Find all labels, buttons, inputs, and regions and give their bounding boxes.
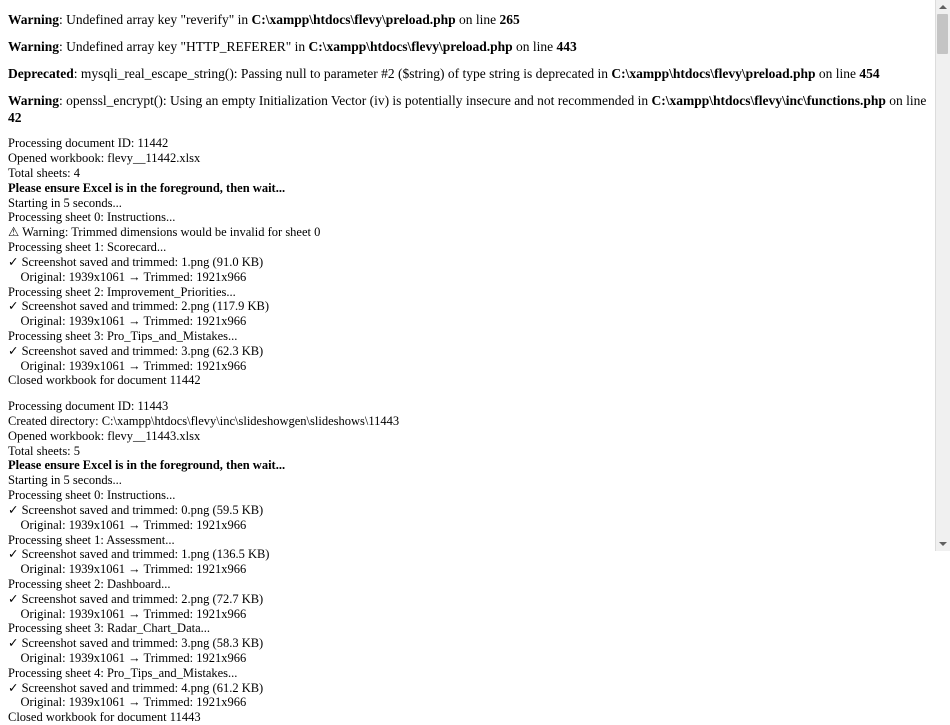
log-line: Processing sheet 0: Instructions... — [8, 488, 176, 503]
php-notice-path: C:\xampp\htdocs\flevy\preload.php — [251, 12, 456, 27]
php-notice-line-number: 42 — [8, 109, 22, 125]
log-line: ✓ Screenshot saved and trimmed: 2.png (117.9 KB) — [8, 299, 270, 314]
php-notice-on-line-label: on line — [885, 92, 927, 108]
php-notice — [8, 93, 928, 127]
processing-log — [8, 136, 928, 725]
php-notice-on-line-label: on line — [512, 38, 557, 54]
log-line: Original: 1939x1061 → Trimmed: 1921x966 — [8, 358, 247, 373]
log-line: ✓ Screenshot saved and trimmed: 1.png (136.5 KB) — [8, 547, 270, 562]
log-line: Total sheets: 5 — [8, 443, 81, 458]
log-line: Processing sheet 1: Assessment... — [8, 532, 175, 547]
log-line: Processing sheet 4: Pro_Tips_and_Mistakes... — [8, 665, 238, 680]
log-line: Starting in 5 seconds... — [8, 195, 122, 210]
php-notice — [8, 39, 928, 56]
log-line: Processing sheet 2: Dashboard... — [8, 576, 171, 591]
php-notice-message: : Undefined array key "reverify" in — [59, 12, 252, 27]
log-line: Original: 1939x1061 → Trimmed: 1921x966 — [8, 269, 247, 284]
php-notice-message: : mysqli_real_escape_string(): Passing null to parameter #2 ($string) of type string is deprecated in — [73, 65, 612, 81]
log-line: ✓ Screenshot saved and trimmed: 0.png (59.5 KB) — [8, 502, 264, 517]
php-notice-level: Warning — [8, 92, 60, 108]
php-notice-line-number: 265 — [499, 12, 520, 27]
log-line: ✓ Screenshot saved and trimmed: 2.png (72.7 KB) — [8, 591, 264, 606]
php-notice-on-line-label: on line — [815, 65, 860, 81]
vertical-scrollbar[interactable] — [935, 0, 950, 551]
log-line: Original: 1939x1061 → Trimmed: 1921x966 — [8, 314, 247, 329]
log-line: Original: 1939x1061 → Trimmed: 1921x966 — [8, 695, 247, 710]
log-line: ⚠ Warning: Trimmed dimensions would be invalid for sheet 0 — [8, 225, 321, 240]
scrollbar-thumb[interactable] — [937, 14, 948, 54]
php-notice-line-number: 454 — [859, 65, 880, 81]
log-line: Processing sheet 0: Instructions... — [8, 210, 176, 225]
log-line: Opened workbook: flevy__11443.xlsx — [8, 428, 201, 443]
log-line: ✓ Screenshot saved and trimmed: 1.png (91.0 KB) — [8, 254, 264, 269]
log-line: Processing sheet 3: Radar_Chart_Data... — [8, 621, 211, 636]
log-line: Please ensure Excel is in the foreground, then wait... — [8, 180, 286, 195]
log-line: Original: 1939x1061 → Trimmed: 1921x966 — [8, 651, 247, 665]
php-notice-message: : openssl_encrypt(): Using an empty Initialization Vector (iv) is potentially insecure and not recommended in — [59, 92, 652, 108]
log-blank-line — [8, 388, 928, 399]
php-notice-line-number: 443 — [556, 38, 577, 54]
log-line: Processing document ID: 11442 — [8, 136, 169, 151]
log-line: Total sheets: 4 — [8, 166, 81, 180]
php-notice — [8, 66, 928, 83]
log-line: Starting in 5 seconds... — [8, 473, 122, 488]
log-line: Original: 1939x1061 → Trimmed: 1921x966 — [8, 562, 247, 577]
log-line: Processing sheet 2: Improvement_Priorities... — [8, 284, 236, 299]
php-notice-level: Warning — [8, 12, 60, 27]
scroll-up-arrow-icon[interactable] — [936, 0, 950, 14]
php-notice-list — [8, 12, 928, 126]
log-line: Original: 1939x1061 → Trimmed: 1921x966 — [8, 606, 247, 621]
log-line: Original: 1939x1061 → Trimmed: 1921x966 — [8, 517, 247, 532]
log-line: Closed workbook for document 11442 — [8, 373, 201, 388]
log-line: Processing document ID: 11443 — [8, 399, 169, 414]
php-notice-path: C:\xampp\htdocs\flevy\preload.php — [611, 65, 816, 81]
log-line: Opened workbook: flevy__11442.xlsx — [8, 151, 201, 166]
php-notice-message: : Undefined array key "HTTP_REFERER" in — [59, 38, 309, 54]
log-line: ✓ Screenshot saved and trimmed: 3.png (62.3 KB) — [8, 343, 264, 358]
log-line: ✓ Screenshot saved and trimmed: 4.png (61.2 KB) — [8, 680, 264, 695]
php-notice-level: Warning — [8, 38, 60, 54]
log-line: ✓ Screenshot saved and trimmed: 3.png (58.3 KB) — [8, 636, 264, 651]
log-line: Please ensure Excel is in the foreground, then wait... — [8, 458, 286, 473]
log-line: Closed workbook for document 11443 — [8, 710, 201, 725]
php-notice-on-line-label: on line — [455, 12, 500, 27]
php-notice-path: C:\xampp\htdocs\flevy\inc\functions.php — [651, 92, 886, 108]
log-line: Created directory: C:\xampp\htdocs\flevy\inc\slideshowgen\slideshows\11443 — [8, 414, 400, 428]
scroll-down-arrow-icon[interactable] — [936, 537, 950, 551]
log-line: Processing sheet 3: Pro_Tips_and_Mistakes... — [8, 328, 238, 343]
php-notice-level: Deprecated — [8, 65, 74, 81]
php-notice — [8, 12, 928, 29]
log-line: Processing sheet 1: Scorecard... — [8, 240, 167, 255]
php-notice-path: C:\xampp\htdocs\flevy\preload.php — [308, 38, 513, 54]
